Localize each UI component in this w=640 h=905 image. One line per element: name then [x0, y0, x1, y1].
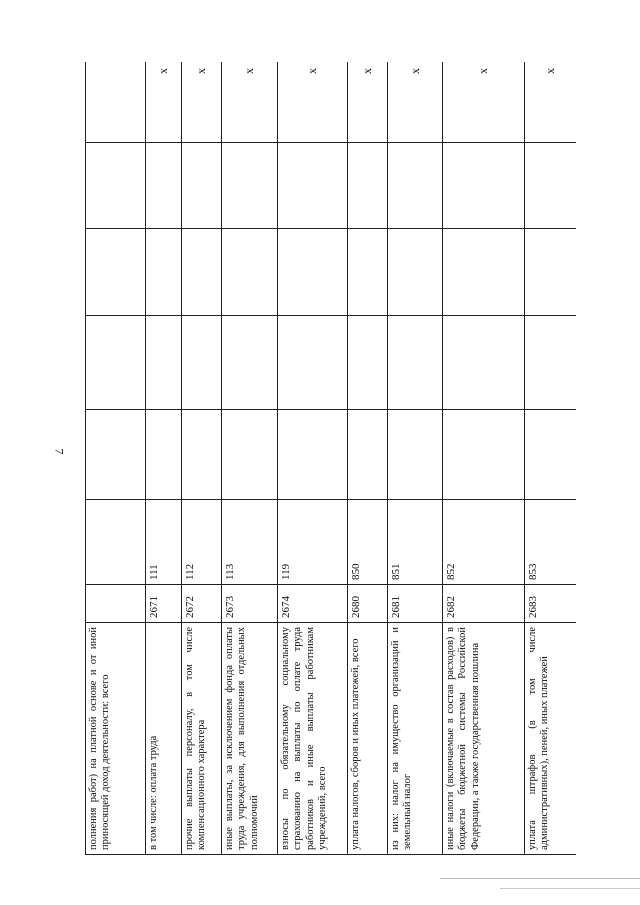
line-code-cell: 2681 [388, 585, 443, 623]
x-mark: x [222, 62, 278, 143]
value-cell [86, 316, 146, 410]
value-cell [388, 143, 443, 229]
line-code-cell: 2683 [525, 585, 577, 623]
row-name-cell: из них: налог на имущество организаций и земельный налог [388, 623, 443, 855]
x-mark: x [348, 62, 388, 143]
value-cell [222, 143, 278, 229]
value-cell [222, 229, 278, 316]
value-cell [388, 316, 443, 410]
value-cell [348, 229, 388, 316]
value-cell [182, 143, 222, 229]
x-mark: x [443, 62, 525, 143]
value-cell [86, 62, 146, 143]
value-cell [388, 410, 443, 500]
line-code-cell [86, 585, 146, 623]
value-cell [146, 410, 182, 500]
page-number: 7 [52, 448, 67, 455]
row-name-cell: в том числе: оплата труда [146, 623, 182, 855]
table-row [222, 62, 278, 855]
table-row [525, 62, 577, 855]
row-name-cell: прочие выплаты персоналу, в том числе компенсационного характера [182, 623, 222, 855]
table-row [86, 62, 146, 855]
line-code-cell: 2673 [222, 585, 278, 623]
value-cell [86, 410, 146, 500]
line-code-cell: 2672 [182, 585, 222, 623]
value-cell [146, 229, 182, 316]
table-row [278, 62, 348, 855]
value-cell [278, 229, 348, 316]
kbk-code-cell: 112 [182, 500, 222, 585]
x-mark: x [388, 62, 443, 143]
value-cell [525, 143, 577, 229]
kbk-code-cell: 853 [525, 500, 577, 585]
row-name-cell: уплата штрафов (в том числе административных), пеней, иных платежей [525, 623, 577, 855]
row-name-cell: уплата налогов, сборов и иных платежей, всего [348, 623, 388, 855]
kbk-code-cell: 111 [146, 500, 182, 585]
table-row [443, 62, 525, 855]
line-code-cell: 2682 [443, 585, 525, 623]
value-cell [443, 410, 525, 500]
value-cell [443, 143, 525, 229]
rotated-table-container [85, 62, 576, 855]
value-cell [348, 143, 388, 229]
kbk-code-cell: 850 [348, 500, 388, 585]
line-code-cell: 2671 [146, 585, 182, 623]
row-name-cell: взносы по обязательному социальному страхованию на выплаты по оплате труда работников и иные выплаты работникам учреждений, всего [278, 623, 348, 855]
x-mark: x [278, 62, 348, 143]
row-name-cell: полнения работ) на платной основе и от иной приносящей доход деятельности: всего [86, 623, 146, 855]
value-cell [278, 410, 348, 500]
value-cell [348, 410, 388, 500]
kbk-code-cell: 851 [388, 500, 443, 585]
value-cell [388, 229, 443, 316]
kbk-code-cell: 119 [278, 500, 348, 585]
value-cell [525, 229, 577, 316]
row-name-cell: иные выплаты, за исключением фонда оплаты труда учреждения, для выполнения отдельных полномочий [222, 623, 278, 855]
x-mark: x [525, 62, 577, 143]
value-cell [525, 410, 577, 500]
value-cell [443, 316, 525, 410]
x-mark: x [146, 62, 182, 143]
value-cell [443, 229, 525, 316]
x-mark: x [182, 62, 222, 143]
kbk-code-cell: 113 [222, 500, 278, 585]
line-code-cell: 2674 [278, 585, 348, 623]
kbk-code-cell [86, 500, 146, 585]
value-cell [86, 229, 146, 316]
value-cell [278, 316, 348, 410]
value-cell [222, 316, 278, 410]
value-cell [146, 143, 182, 229]
value-cell [348, 316, 388, 410]
budget-table [85, 62, 576, 855]
value-cell [182, 410, 222, 500]
kbk-code-cell: 852 [443, 500, 525, 585]
value-cell [222, 410, 278, 500]
table-row [348, 62, 388, 855]
table-row [146, 62, 182, 855]
table-row [182, 62, 222, 855]
scan-artifact-line [500, 888, 640, 889]
value-cell [278, 143, 348, 229]
value-cell [525, 316, 577, 410]
value-cell [146, 316, 182, 410]
row-name-cell: иные налоги (включаемые в состав расходов) в бюджеты бюджетной системы Российской Федерации, а также государственная пошлина [443, 623, 525, 855]
value-cell [86, 143, 146, 229]
value-cell [182, 229, 222, 316]
line-code-cell: 2680 [348, 585, 388, 623]
value-cell [182, 316, 222, 410]
scan-artifact-line [440, 878, 640, 879]
table-frame [85, 62, 576, 855]
table-row [388, 62, 443, 855]
